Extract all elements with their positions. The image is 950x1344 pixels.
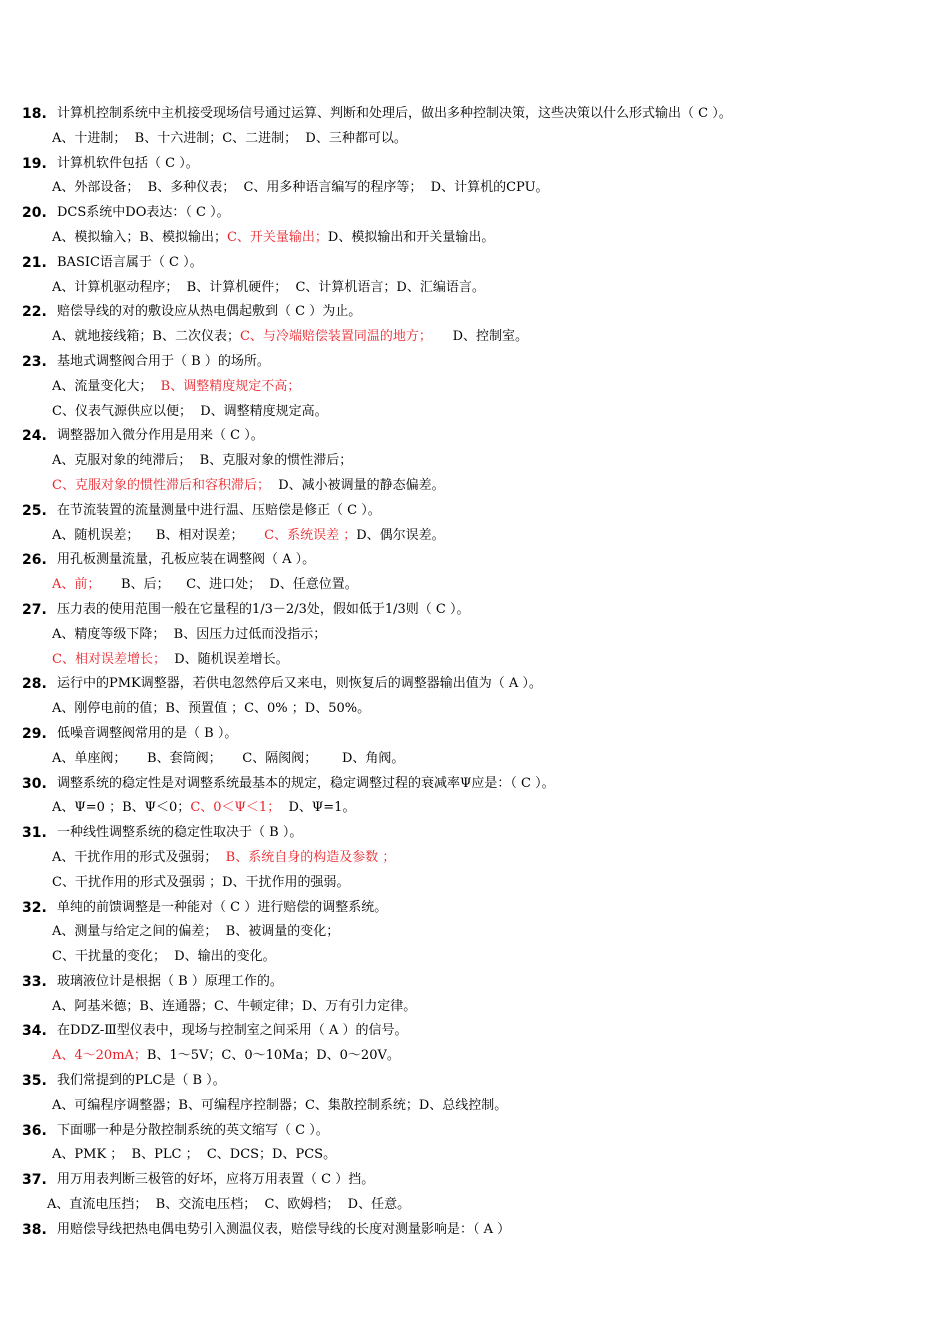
question-stem <box>0 499 950 524</box>
option-text: A、PMK ； B、PLC ； C、DCS；D、PCS。 <box>52 1147 337 1163</box>
question-text: 在DDZ-Ⅲ型仪表中，现场与控制室之间采用（ A ）的信号。 <box>57 1023 408 1039</box>
options-line <box>0 697 950 722</box>
question-number: 21. <box>22 254 47 271</box>
question-text: 计算机软件包括（ C ）。 <box>57 155 199 171</box>
question-38 <box>0 1218 950 1243</box>
question-text: 低噪音调整阀常用的是（ B ）。 <box>57 725 238 741</box>
options-line <box>0 325 950 350</box>
option-text: D、模拟输出和开关量输出。 <box>327 229 495 245</box>
question-number: 20. <box>22 205 47 222</box>
question-stem <box>0 424 950 449</box>
option-text: A、干扰作用的形式及强弱； <box>52 849 226 865</box>
question-number: 28. <box>22 676 47 693</box>
option-text: A、刚停电前的值；B、预置值 ；C、0% ；D、50%。 <box>52 701 371 717</box>
option-text: C、干扰作用的形式及强弱 ；D、干扰作用的强弱。 <box>52 874 350 890</box>
question-text: 玻璃液位计是根据（ B ）原理工作的。 <box>57 973 283 989</box>
answer-highlight: C、克服对象的惯性滞后和容积滞后； <box>52 477 270 493</box>
options-line <box>0 871 950 896</box>
question-number: 29. <box>22 725 47 742</box>
question-text: 用孔板测量流量，孔板应装在调整阀（ A ）。 <box>57 552 316 568</box>
option-text: B、后； C、进口处； D、任意位置。 <box>100 577 358 593</box>
question-36 <box>0 1119 950 1169</box>
question-stem <box>0 251 950 276</box>
option-text: A、克服对象的纯滞后； B、克服对象的惯性滞后； <box>52 453 353 469</box>
answer-highlight: C、相对误差增长； <box>52 651 166 667</box>
question-stem <box>0 300 950 325</box>
option-text: D、控制室。 <box>431 329 528 345</box>
options-line <box>0 648 950 673</box>
options-line <box>0 226 950 251</box>
answer-highlight: C、开关量输出； <box>226 229 328 245</box>
options-line <box>0 127 950 152</box>
question-stem <box>0 1218 950 1243</box>
option-text: A、流量变化大； <box>52 378 161 394</box>
question-text: 运行中的PMK调整器，若供电忽然停后又来电，则恢复后的调整器输出值为（ A ）。 <box>57 676 542 692</box>
options-line <box>0 796 950 821</box>
option-text: A、测量与给定之间的偏差； B、被调量的变化； <box>52 924 340 940</box>
question-stem <box>0 152 950 177</box>
option-text: A、随机误差； B、相对误差； <box>52 527 265 543</box>
question-number: 35. <box>22 1073 47 1090</box>
option-text: A、就地接线箱；B、二次仪表； <box>52 329 240 345</box>
question-stem <box>0 970 950 995</box>
answer-highlight: C、系统误差 ； <box>264 527 357 543</box>
question-stem <box>0 722 950 747</box>
question-text: 用赔偿导线把热电偶电势引入测温仪表，赔偿导线的长度对测量影响是：（ A ） <box>57 1221 511 1237</box>
option-text: A、Ψ=0 ；B、Ψ＜0； <box>52 800 191 816</box>
answer-highlight: C、与冷端赔偿装置同温的地方； <box>239 329 432 345</box>
question-23 <box>0 350 950 424</box>
question-number: 22. <box>22 304 47 321</box>
document-page <box>0 102 950 1243</box>
options-line <box>0 573 950 598</box>
question-29 <box>0 722 950 772</box>
question-text: 赔偿导线的对的敷设应从热电偶起敷到（ C ）为止。 <box>57 304 362 320</box>
answer-highlight: A、4～20mA； <box>52 1048 147 1064</box>
option-text: D、Ψ=1。 <box>280 800 356 816</box>
options-line <box>0 375 950 400</box>
question-number: 27. <box>22 601 47 618</box>
question-text: BASIC语言属于（ C ）。 <box>57 254 203 270</box>
question-number: 33. <box>22 973 47 990</box>
question-stem <box>0 1119 950 1144</box>
options-line <box>0 995 950 1020</box>
options-line <box>0 1094 950 1119</box>
question-26 <box>0 548 950 598</box>
options-line <box>0 945 950 970</box>
question-stem <box>0 350 950 375</box>
options-line <box>0 747 950 772</box>
question-number: 19. <box>22 155 47 172</box>
question-stem <box>0 102 950 127</box>
question-stem <box>0 821 950 846</box>
question-text: 下面哪一种是分散控制系统的英文缩写（ C ）。 <box>57 1122 329 1138</box>
option-text: A、模拟输入；B、模拟输出； <box>52 229 227 245</box>
options-line <box>0 449 950 474</box>
question-21 <box>0 251 950 301</box>
question-number: 37. <box>22 1172 47 1189</box>
option-text: B、1～5V；C、0～10Ma；D、0～20V。 <box>146 1048 400 1064</box>
question-22 <box>0 300 950 350</box>
option-text: A、直流电压挡； B、交流电压档； C、欧姆档； D、任意。 <box>47 1197 411 1213</box>
question-stem <box>0 1168 950 1193</box>
question-stem <box>0 672 950 697</box>
question-number: 24. <box>22 428 47 445</box>
question-stem <box>0 201 950 226</box>
question-number: 18. <box>22 106 47 122</box>
question-number: 25. <box>22 502 47 519</box>
question-28 <box>0 672 950 722</box>
question-number: 31. <box>22 825 47 842</box>
answer-highlight: B、调整精度规定不高； <box>160 378 301 394</box>
option-text: C、仪表气源供应以便； D、调整精度规定高。 <box>52 403 328 419</box>
question-text: 调整器加入微分作用是用来（ C ）。 <box>57 428 264 444</box>
options-line <box>0 920 950 945</box>
option-text: D、偶尔误差。 <box>356 527 445 543</box>
option-text: A、可编程序调整器；B、可编程序控制器；C、集散控制系统；D、总线控制。 <box>52 1097 508 1113</box>
options-line <box>0 276 950 301</box>
options-line <box>0 1044 950 1069</box>
question-34 <box>0 1019 950 1069</box>
question-24 <box>0 424 950 498</box>
question-text: 基地式调整阀合用于（ B ）的场所。 <box>57 353 270 369</box>
question-stem <box>0 1069 950 1094</box>
question-number: 38. <box>22 1221 47 1238</box>
question-text: 调整系统的稳定性是对调整系统最基本的规定，稳定调整过程的衰减率Ψ应是：（ C ）。 <box>57 775 555 791</box>
answer-highlight: C、0＜Ψ＜1； <box>190 800 281 816</box>
question-text: 在节流装置的流量测量中进行温、压赔偿是修正（ C ）。 <box>57 502 381 518</box>
options-line <box>0 176 950 201</box>
question-31 <box>0 821 950 895</box>
question-35 <box>0 1069 950 1119</box>
option-text: D、随机误差增长。 <box>165 651 289 667</box>
options-line <box>0 400 950 425</box>
question-number: 23. <box>22 353 47 370</box>
question-27 <box>0 598 950 672</box>
question-20 <box>0 201 950 251</box>
question-33 <box>0 970 950 1020</box>
question-19 <box>0 152 950 202</box>
options-line <box>0 1143 950 1168</box>
question-37 <box>0 1168 950 1218</box>
question-32 <box>0 896 950 970</box>
question-text: 压力表的使用范围一般在它量程的1/3－2/3处，假如低于1/3则（ C ）。 <box>57 601 470 617</box>
question-number: 34. <box>22 1023 47 1040</box>
answer-highlight: B、系统自身的构造及参数 ； <box>225 849 396 865</box>
option-text: D、减小被调量的静态偏差。 <box>269 477 445 493</box>
option-text: C、干扰量的变化； D、输出的变化。 <box>52 949 276 965</box>
options-line <box>0 1193 950 1218</box>
question-number: 36. <box>22 1122 47 1139</box>
option-text: A、计算机驱动程序； B、计算机硬件； C、计算机语言；D、汇编语言。 <box>52 279 485 295</box>
question-stem <box>0 548 950 573</box>
question-text: 我们常提到的PLC是（ B ）。 <box>57 1073 226 1089</box>
question-number: 30. <box>22 775 47 792</box>
question-30 <box>0 772 950 822</box>
question-25 <box>0 499 950 549</box>
question-stem <box>0 896 950 921</box>
options-line <box>0 524 950 549</box>
option-text: A、外部设备； B、多种仪表； C、用多种语言编写的程序等； D、计算机的CPU。 <box>52 180 549 196</box>
question-text: 计算机控制系统中主机接受现场信号通过运算、判断和处理后，做出多种控制决策，这些决策以什么形式输出（ C ）。 <box>57 106 732 121</box>
question-text: 一种线性调整系统的稳定性取决于（ B ）。 <box>57 825 303 841</box>
question-text: 用万用表判断三极管的好坏，应将万用表置（ C ）挡。 <box>57 1172 375 1188</box>
question-18 <box>0 102 950 152</box>
question-text: DCS系统中DO表达：（ C ）。 <box>57 205 230 221</box>
option-text: A、单座阀； B、套筒阀； C、隔阂阀； D、角阀。 <box>52 750 405 766</box>
option-text: A、阿基米德；B、连通器；C、牛顿定律；D、万有引力定律。 <box>52 998 417 1014</box>
options-line <box>0 846 950 871</box>
option-text: A、十进制； B、十六进制；C、二进制； D、三种都可以。 <box>52 130 407 146</box>
options-line <box>0 623 950 648</box>
answer-highlight: A、前； <box>52 577 101 593</box>
options-line <box>0 474 950 499</box>
question-number: 32. <box>22 899 47 916</box>
question-stem <box>0 772 950 797</box>
question-text: 单纯的前馈调整是一种能对（ C ）进行赔偿的调整系统。 <box>57 899 388 915</box>
option-text: A、精度等级下降； B、因压力过低而没指示； <box>52 626 327 642</box>
question-stem <box>0 598 950 623</box>
question-stem <box>0 1019 950 1044</box>
question-number: 26. <box>22 552 47 569</box>
